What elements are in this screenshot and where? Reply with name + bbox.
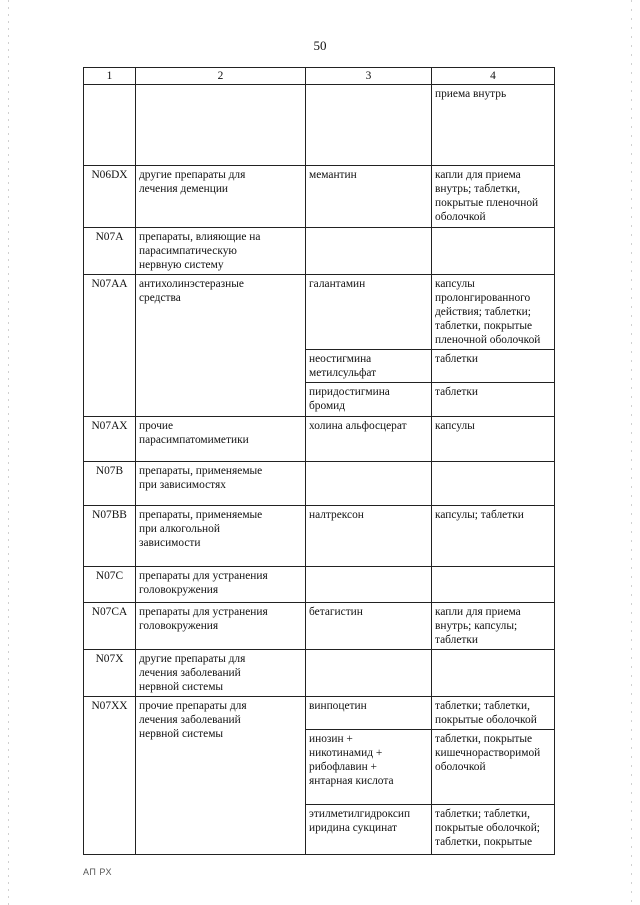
substance-cell bbox=[306, 462, 432, 506]
substance-cell: бетагистин bbox=[306, 603, 432, 650]
table-header-row bbox=[84, 68, 555, 85]
substance-cell: инозин + никотинамид + рибофлавин + янтарная кислота bbox=[306, 730, 432, 805]
atc-code-cell: N07BB bbox=[84, 506, 136, 567]
atc-code-cell bbox=[84, 85, 136, 166]
form-cell bbox=[432, 650, 555, 697]
substance-cell bbox=[306, 228, 432, 275]
group-cell: антихолинэстеразные средства bbox=[136, 275, 306, 417]
substance-cell: этилметилгидроксип иридина сукцинат bbox=[306, 805, 432, 855]
column-header-4: 4 bbox=[432, 68, 555, 85]
table-row bbox=[84, 603, 555, 650]
scan-edge-left bbox=[8, 0, 9, 905]
atc-code-cell: N07A bbox=[84, 228, 136, 275]
substance-cell: галантамин bbox=[306, 275, 432, 350]
group-cell: препараты, применяемые при алкогольной зависимости bbox=[136, 506, 306, 567]
group-cell: препараты для устранения головокружения bbox=[136, 567, 306, 603]
table-row bbox=[84, 417, 555, 462]
substance-cell: налтрексон bbox=[306, 506, 432, 567]
group-cell: прочие препараты для лечения заболеваний нервной системы bbox=[136, 697, 306, 855]
substance-cell: холина альфосцерат bbox=[306, 417, 432, 462]
table-row bbox=[84, 462, 555, 506]
form-cell: таблетки, покрытые кишечнорастворимой оболочкой bbox=[432, 730, 555, 805]
form-cell: капли для приема внутрь; таблетки, покрытые пленочной оболочкой bbox=[432, 166, 555, 228]
table-row bbox=[84, 85, 555, 166]
substance-cell bbox=[306, 567, 432, 603]
substance-cell bbox=[306, 85, 432, 166]
group-cell: препараты, применяемые при зависимостях bbox=[136, 462, 306, 506]
substance-cell bbox=[306, 650, 432, 697]
group-cell bbox=[136, 85, 306, 166]
atc-code-cell: N07AX bbox=[84, 417, 136, 462]
form-cell: приема внутрь bbox=[432, 85, 555, 166]
column-header-3: 3 bbox=[306, 68, 432, 85]
substance-cell: винпоцетин bbox=[306, 697, 432, 730]
form-cell: таблетки; таблетки, покрытые оболочкой; таблетки, покрытые bbox=[432, 805, 555, 855]
group-cell: другие препараты для лечения деменции bbox=[136, 166, 306, 228]
atc-code-cell: N07AA bbox=[84, 275, 136, 417]
substance-cell: мемантин bbox=[306, 166, 432, 228]
group-cell: другие препараты для лечения заболеваний нервной системы bbox=[136, 650, 306, 697]
page-number: 50 bbox=[313, 38, 327, 53]
form-cell: капсулы bbox=[432, 417, 555, 462]
column-header-2: 2 bbox=[136, 68, 306, 85]
group-cell: препараты для устранения головокружения bbox=[136, 603, 306, 650]
form-cell: таблетки bbox=[432, 383, 555, 417]
atc-code-cell: N07X bbox=[84, 650, 136, 697]
substance-cell: пиридостигмина бромид bbox=[306, 383, 432, 417]
substance-cell: неостигмина метилсульфат bbox=[306, 350, 432, 383]
table-row bbox=[84, 697, 555, 730]
group-cell: препараты, влияющие на парасимпатическую нервную систему bbox=[136, 228, 306, 275]
atc-code-cell: N07CA bbox=[84, 603, 136, 650]
table-row bbox=[84, 567, 555, 603]
form-cell: таблетки bbox=[432, 350, 555, 383]
column-header-1: 1 bbox=[84, 68, 136, 85]
scan-edge-right bbox=[631, 0, 632, 905]
table-row bbox=[84, 228, 555, 275]
form-cell: капсулы пролонгированного действия; таблетки; таблетки, покрытые пленочной оболочкой bbox=[432, 275, 555, 350]
table-row bbox=[84, 506, 555, 567]
table-row bbox=[84, 650, 555, 697]
footer-stamp: АП РХ bbox=[83, 867, 112, 877]
atc-code-cell: N06DX bbox=[84, 166, 136, 228]
group-cell: прочие парасимпатомиметики bbox=[136, 417, 306, 462]
form-cell: капсулы; таблетки bbox=[432, 506, 555, 567]
form-cell bbox=[432, 228, 555, 275]
drug-classification-table bbox=[83, 67, 555, 855]
atc-code-cell: N07XX bbox=[84, 697, 136, 855]
atc-code-cell: N07C bbox=[84, 567, 136, 603]
table-row bbox=[84, 275, 555, 350]
form-cell bbox=[432, 462, 555, 506]
form-cell: капли для приема внутрь; капсулы; таблетки bbox=[432, 603, 555, 650]
atc-code-cell: N07B bbox=[84, 462, 136, 506]
form-cell: таблетки; таблетки, покрытые оболочкой bbox=[432, 697, 555, 730]
table-row bbox=[84, 166, 555, 228]
form-cell bbox=[432, 567, 555, 603]
